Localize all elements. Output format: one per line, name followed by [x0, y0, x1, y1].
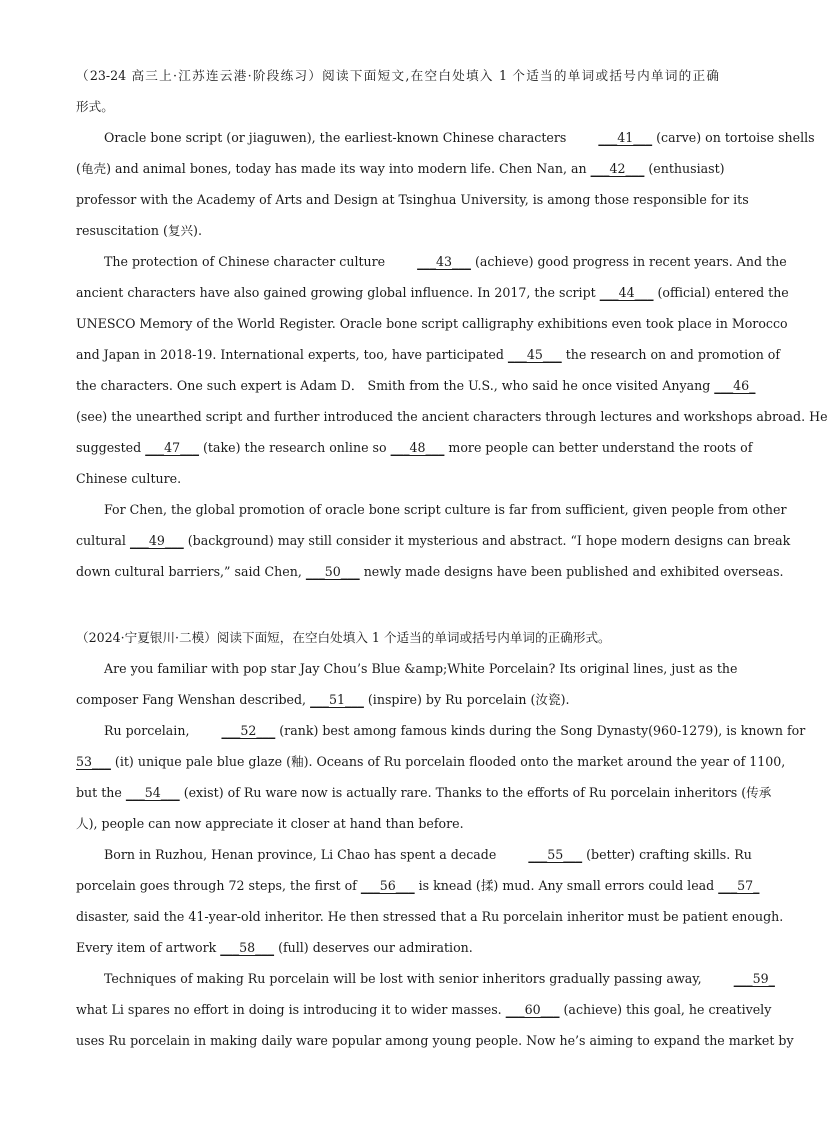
- passage-heading: （23-24 高三上·江苏连云港·阶段练习）阅读下面短文,在空白处填入 1 个适当的单词或括号内单词的正确: [76, 68, 719, 83]
- text-segment: (inspire) by Ru porcelain (汝瓷).: [363, 692, 570, 707]
- text-segment: For Chen, the global promotion of oracle bone script culture is far from sufficient, given people from other: [104, 502, 787, 517]
- text-segment: what Li spares no effort in doing is introducing it to wider masses.: [76, 1002, 506, 1017]
- text-segment: Born in Ruzhou, Henan province, Li Chao has spent a decade: [104, 847, 501, 862]
- text-segment: The protection of Chinese character culture: [104, 254, 390, 269]
- text-segment: Chinese culture.: [76, 471, 182, 486]
- paragraph-line: [76, 215, 719, 246]
- text-segment: disaster, said the 41-year-old inheritor. He then stressed that a Ru porcelain inheritor must be patient enough.: [76, 909, 784, 924]
- answer-blank: ___59_: [733, 971, 775, 986]
- paragraph-line: [76, 463, 719, 494]
- paragraph-line: [76, 746, 786, 777]
- answer-blank: ___42___: [590, 161, 645, 176]
- paragraph-line: [76, 808, 719, 839]
- text-segment: suggested: [76, 440, 146, 455]
- paragraph-line: [76, 494, 787, 525]
- text-segment: (better) crafting skills. Ru: [582, 847, 752, 862]
- paragraph-line: [76, 839, 752, 870]
- text-segment: (carve) on tortoise shells: [652, 130, 815, 145]
- paragraph-line: [76, 684, 719, 715]
- text-segment: (enthusiast): [644, 161, 725, 176]
- paragraph-line: [76, 777, 772, 808]
- answer-blank: ___54___: [125, 785, 180, 800]
- answer-blank: ___45___: [507, 347, 562, 362]
- answer-blank: 53___: [76, 754, 111, 769]
- answer-blank: ___51___: [310, 692, 364, 707]
- passage-heading: 形式。: [76, 99, 114, 114]
- text-segment: (full) deserves our admiration.: [274, 940, 473, 955]
- text-segment: but the: [76, 785, 126, 800]
- answer-blank: ___50___: [305, 564, 360, 579]
- text-segment: Are you familiar with pop star Jay Chou’s Blue &amp;White Porcelain? Its original lines, just as the: [104, 661, 738, 676]
- text-segment: down cultural barriers,” said Chen,: [76, 564, 306, 579]
- paragraph-line: [76, 432, 753, 463]
- text-segment: resuscitation (复兴).: [76, 223, 202, 238]
- paragraph-line: [76, 308, 788, 339]
- answer-blank: ___52___: [221, 723, 276, 738]
- text-segment: ancient characters have also gained growing global influence. In 2017, the script: [76, 285, 600, 300]
- paragraph-line: [76, 653, 738, 684]
- answer-blank: ___60___: [505, 1002, 560, 1017]
- answer-blank: ___49___: [129, 533, 184, 548]
- text-segment: (exist) of Ru ware now is actually rare. Thanks to the efforts of Ru porcelain inheritors (传承: [179, 785, 772, 800]
- paragraph-line: [76, 1025, 794, 1056]
- text-segment: (龟壳) and animal bones, today has made its way into modern life. Chen Nan, an: [76, 161, 591, 176]
- paragraph-line: [76, 401, 828, 432]
- text-segment: (achieve) this goal, he creatively: [559, 1002, 772, 1017]
- paragraph-line: [76, 556, 784, 587]
- passage-heading: （2024·宁夏银川·二模）阅读下面短，在空白处填入 1 个适当的单词或括号内单词的正确形式。: [76, 630, 611, 645]
- text-segment: Ru porcelain,: [104, 723, 194, 738]
- answer-blank: ___43___: [417, 254, 471, 269]
- text-segment: porcelain goes through 72 steps, the first of: [76, 878, 361, 893]
- answer-blank: ___48___: [390, 440, 445, 455]
- answer-blank: ___57_: [718, 878, 760, 893]
- text-segment: Techniques of making Ru porcelain will be lost with senior inheritors gradually passing away,: [104, 971, 706, 986]
- text-segment: newly made designs have been published and exhibited overseas.: [359, 564, 784, 579]
- text-segment: (official) entered the: [653, 285, 789, 300]
- paragraph-line: [76, 122, 815, 153]
- answer-blank: ___41___: [598, 130, 653, 145]
- paragraph-line: [76, 901, 784, 932]
- text-segment: more people can better understand the roots of: [444, 440, 753, 455]
- paragraph-line: [76, 525, 791, 556]
- text-segment: is knead (揉) mud. Any small errors could lead: [414, 878, 719, 893]
- answer-blank: ___56___: [360, 878, 415, 893]
- text-segment: Every item of artwork: [76, 940, 221, 955]
- paragraph-line: [76, 370, 756, 401]
- answer-blank: ___47___: [145, 440, 200, 455]
- text-segment: (it) unique pale blue glaze (釉). Oceans of Ru porcelain flooded onto the market around the year of 1100,: [110, 754, 786, 769]
- answer-blank: ___44___: [599, 285, 654, 300]
- answer-blank: ___58___: [220, 940, 275, 955]
- answer-blank: ___46_: [714, 378, 756, 393]
- passage-1: [76, 60, 828, 587]
- paragraph-line: [76, 277, 789, 308]
- text-segment: (see) the unearthed script and further introduced the ancient characters through lectures and workshops abroad. He: [76, 409, 828, 424]
- text-segment: (take) the research online so: [199, 440, 391, 455]
- paragraph-line: [76, 339, 781, 370]
- text-segment: (background) may still consider it mysterious and abstract. “I hope modern designs can break: [183, 533, 791, 548]
- text-segment: uses Ru porcelain in making daily ware popular among young people. Now he’s aiming to expand the market by: [76, 1033, 794, 1048]
- paragraph-line: [76, 184, 749, 215]
- text-segment: Oracle bone script (or jiaguwen), the earliest-known Chinese characters: [104, 130, 571, 145]
- paragraph-line: [76, 153, 725, 184]
- paragraph-line: [76, 715, 806, 746]
- paragraph-line: [76, 932, 719, 963]
- paragraph-line: [76, 870, 760, 901]
- text-segment: (rank) best among famous kinds during the Song Dynasty(960-1279), is known for: [275, 723, 806, 738]
- text-segment: 人), people can now appreciate it closer at hand than before.: [76, 816, 464, 831]
- text-segment: cultural: [76, 533, 130, 548]
- paragraph-line: [76, 994, 772, 1025]
- text-segment: professor with the Academy of Arts and Design at Tsinghua University, is among those responsible for its: [76, 192, 749, 207]
- paragraph-line: [76, 246, 787, 277]
- text-segment: UNESCO Memory of the World Register. Oracle bone script calligraphy exhibitions even took place in Morocco: [76, 316, 788, 331]
- text-segment: and Japan in 2018-19. International experts, too, have participated: [76, 347, 508, 362]
- text-segment: the research on and promotion of: [561, 347, 781, 362]
- text-segment: composer Fang Wenshan described,: [76, 692, 311, 707]
- answer-blank: ___55___: [528, 847, 583, 862]
- text-segment: (achieve) good progress in recent years. And the: [470, 254, 787, 269]
- text-segment: the characters. One such expert is Adam D． Smith from the U.S., who said he once visited Anyang: [76, 378, 715, 393]
- paragraph-line: [76, 963, 775, 994]
- passage-2: [76, 622, 806, 1056]
